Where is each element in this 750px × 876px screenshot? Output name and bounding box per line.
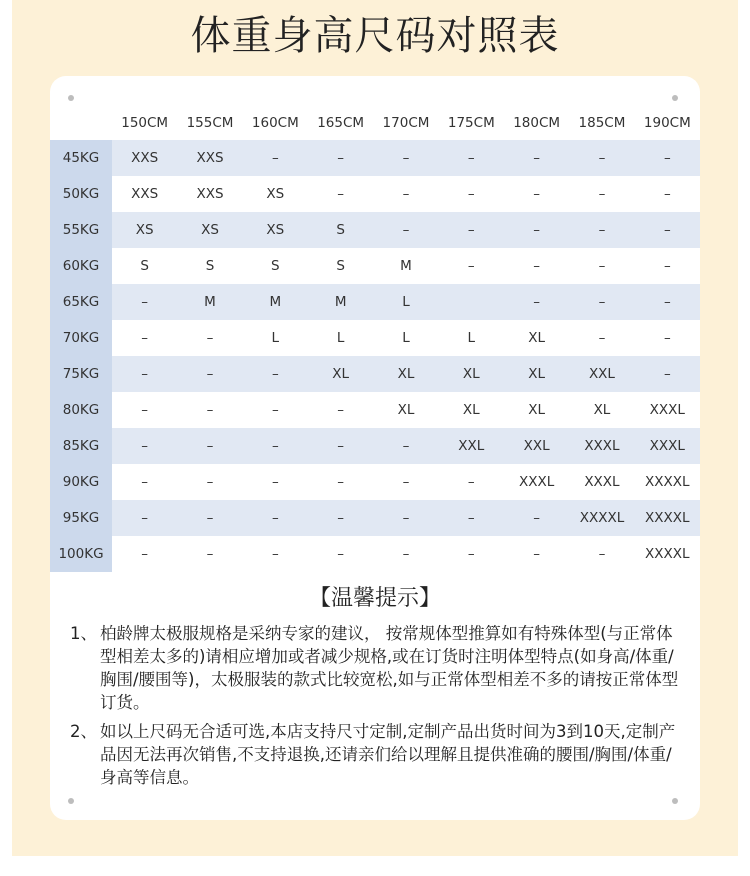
- size-cell: –: [569, 320, 634, 356]
- size-cell: –: [177, 536, 242, 572]
- weight-header: 75KG: [50, 356, 112, 392]
- weight-header: 50KG: [50, 176, 112, 212]
- height-header-row: [50, 106, 700, 140]
- size-cell: M: [373, 248, 438, 284]
- height-header: 155CM: [186, 115, 234, 131]
- tip-text: 如以上尺码无合适可选,本店支持尺寸定制,定制产品出货时间为3到10天,定制产品因无法再次销售,不支持退换,还请亲们给以理解且提供准确的腰围/胸围/体重/身高等信息。: [100, 722, 676, 787]
- corner-header-cell: [50, 106, 112, 140]
- size-cell: –: [439, 500, 504, 536]
- size-cell: –: [569, 536, 634, 572]
- weight-row: [50, 140, 700, 176]
- height-header: 180CM: [513, 115, 561, 131]
- weight-header: 65KG: [50, 284, 112, 320]
- size-cell: –: [308, 140, 373, 176]
- size-cell: XXL: [569, 356, 634, 392]
- size-cell: –: [243, 140, 308, 176]
- size-cell: –: [177, 464, 242, 500]
- size-cell: XXXL: [504, 464, 569, 500]
- weight-header: 80KG: [50, 392, 112, 428]
- size-cell: –: [177, 392, 242, 428]
- size-cell: –: [439, 140, 504, 176]
- size-cell: XL: [373, 392, 438, 428]
- size-cell: XS: [177, 212, 242, 248]
- tip-item: [70, 622, 682, 714]
- size-cell: –: [112, 356, 177, 392]
- corner-dot: [672, 798, 678, 804]
- size-cell: –: [569, 212, 634, 248]
- size-cell: –: [373, 212, 438, 248]
- size-cell: –: [308, 176, 373, 212]
- tips-title: 【温馨提示】: [308, 586, 441, 611]
- size-cell: S: [112, 248, 177, 284]
- weight-row: [50, 320, 700, 356]
- size-cell: –: [308, 536, 373, 572]
- size-cell: –: [635, 320, 700, 356]
- size-cell: –: [112, 392, 177, 428]
- tip-number: 2、: [70, 722, 97, 741]
- size-cell: –: [504, 212, 569, 248]
- size-cell: XXS: [177, 140, 242, 176]
- size-cell: –: [243, 392, 308, 428]
- weight-header: 85KG: [50, 428, 112, 464]
- weight-row: [50, 500, 700, 536]
- size-cell: XXXXL: [635, 464, 700, 500]
- size-cell: –: [243, 464, 308, 500]
- weight-header: 100KG: [50, 536, 112, 572]
- weight-header: 70KG: [50, 320, 112, 356]
- height-header: 170CM: [382, 115, 430, 131]
- size-cell: XL: [373, 356, 438, 392]
- corner-dot: [68, 798, 74, 804]
- height-header: 160CM: [251, 115, 299, 131]
- weight-row: [50, 212, 700, 248]
- size-cell: –: [177, 320, 242, 356]
- size-cell: XXXXL: [569, 500, 634, 536]
- size-cell: –: [373, 140, 438, 176]
- height-header: 165CM: [317, 115, 365, 131]
- size-cell: –: [243, 356, 308, 392]
- size-cell: –: [439, 248, 504, 284]
- size-cell: XL: [308, 356, 373, 392]
- size-cell: XS: [243, 176, 308, 212]
- size-cell: –: [635, 356, 700, 392]
- size-cell: –: [373, 176, 438, 212]
- size-cell: –: [504, 500, 569, 536]
- size-cell: XXS: [112, 140, 177, 176]
- size-cell: XS: [243, 212, 308, 248]
- weight-header: 90KG: [50, 464, 112, 500]
- size-cell: –: [635, 248, 700, 284]
- size-cell: –: [569, 176, 634, 212]
- corner-dot: [68, 95, 74, 101]
- size-cell: M: [308, 284, 373, 320]
- size-cell: –: [439, 176, 504, 212]
- size-cell: –: [504, 284, 569, 320]
- size-cell: –: [243, 500, 308, 536]
- size-cell: L: [243, 320, 308, 356]
- size-cell: –: [373, 500, 438, 536]
- size-cell: XXXL: [569, 464, 634, 500]
- size-table: [50, 106, 700, 572]
- weight-row: [50, 176, 700, 212]
- height-header: 185CM: [578, 115, 626, 131]
- weight-row: [50, 464, 700, 500]
- size-cell: XL: [439, 392, 504, 428]
- size-cell: –: [308, 500, 373, 536]
- size-cell: XXL: [439, 428, 504, 464]
- size-cell: XXL: [504, 428, 569, 464]
- size-cell: –: [569, 140, 634, 176]
- weight-row: [50, 248, 700, 284]
- size-cell: –: [635, 140, 700, 176]
- tip-number: 1、: [70, 624, 97, 643]
- size-cell: –: [308, 464, 373, 500]
- size-cell: XXXXL: [635, 536, 700, 572]
- size-cell: –: [635, 176, 700, 212]
- tip-item: [70, 720, 682, 789]
- size-cell: –: [635, 212, 700, 248]
- size-cell: –: [112, 464, 177, 500]
- height-header: 175CM: [447, 115, 495, 131]
- size-cell: XXXL: [569, 428, 634, 464]
- size-cell: –: [177, 428, 242, 464]
- size-cell: –: [569, 284, 634, 320]
- height-header: 150CM: [121, 115, 169, 131]
- size-cell: –: [635, 284, 700, 320]
- size-cell: XXS: [177, 176, 242, 212]
- size-cell: –: [308, 428, 373, 464]
- size-cell: XXXL: [635, 428, 700, 464]
- size-cell: –: [112, 320, 177, 356]
- size-cell: –: [112, 536, 177, 572]
- weight-header: 45KG: [50, 140, 112, 176]
- size-cell: XXS: [112, 176, 177, 212]
- size-cell: –: [439, 536, 504, 572]
- size-cell: S: [308, 212, 373, 248]
- page-title: 体重身高尺码对照表: [190, 13, 560, 59]
- size-cell: –: [177, 356, 242, 392]
- height-header: 190CM: [643, 115, 691, 131]
- size-cell: S: [308, 248, 373, 284]
- size-cell: –: [112, 500, 177, 536]
- size-cell: –: [112, 284, 177, 320]
- size-cell: –: [112, 428, 177, 464]
- size-cell: M: [177, 284, 242, 320]
- size-cell: –: [504, 176, 569, 212]
- size-cell: XS: [112, 212, 177, 248]
- size-cell: –: [308, 392, 373, 428]
- size-chart-card: [50, 76, 700, 820]
- weight-row: [50, 428, 700, 464]
- size-cell: –: [504, 140, 569, 176]
- size-cell: XL: [439, 356, 504, 392]
- size-cell: XL: [504, 356, 569, 392]
- weight-row: [50, 284, 700, 320]
- weight-header: 55KG: [50, 212, 112, 248]
- size-cell: XL: [504, 320, 569, 356]
- size-cell: –: [439, 464, 504, 500]
- weight-row: [50, 392, 700, 428]
- size-cell: –: [504, 248, 569, 284]
- size-cell: L: [373, 320, 438, 356]
- size-cell: L: [439, 320, 504, 356]
- size-cell: L: [373, 284, 438, 320]
- size-cell: –: [569, 248, 634, 284]
- size-cell: –: [373, 536, 438, 572]
- weight-row: [50, 356, 700, 392]
- size-cell: –: [177, 500, 242, 536]
- size-cell: M: [243, 284, 308, 320]
- size-cell: XXXL: [635, 392, 700, 428]
- weight-header: 95KG: [50, 500, 112, 536]
- size-cell: –: [373, 464, 438, 500]
- size-cell: [439, 284, 504, 320]
- weight-row: [50, 536, 700, 572]
- size-cell: –: [243, 536, 308, 572]
- size-cell: –: [439, 212, 504, 248]
- size-cell: XXXXL: [635, 500, 700, 536]
- size-cell: L: [308, 320, 373, 356]
- size-cell: –: [243, 428, 308, 464]
- corner-dot: [672, 95, 678, 101]
- tip-text: 柏龄牌太极服规格是采纳专家的建议， 按常规体型推算如有特殊体型(与正常体型相差太多的)请相应增加或者减少规格,或在订货时注明体型特点(如身高/体重/胸围/腰围等)，太极服装的款式比较宽松,如与正常体型相差不多的请按正常体型订货。: [100, 624, 679, 712]
- size-cell: S: [243, 248, 308, 284]
- size-cell: –: [373, 428, 438, 464]
- size-cell: S: [177, 248, 242, 284]
- weight-header: 60KG: [50, 248, 112, 284]
- size-cell: XL: [504, 392, 569, 428]
- size-cell: –: [504, 536, 569, 572]
- size-cell: XL: [569, 392, 634, 428]
